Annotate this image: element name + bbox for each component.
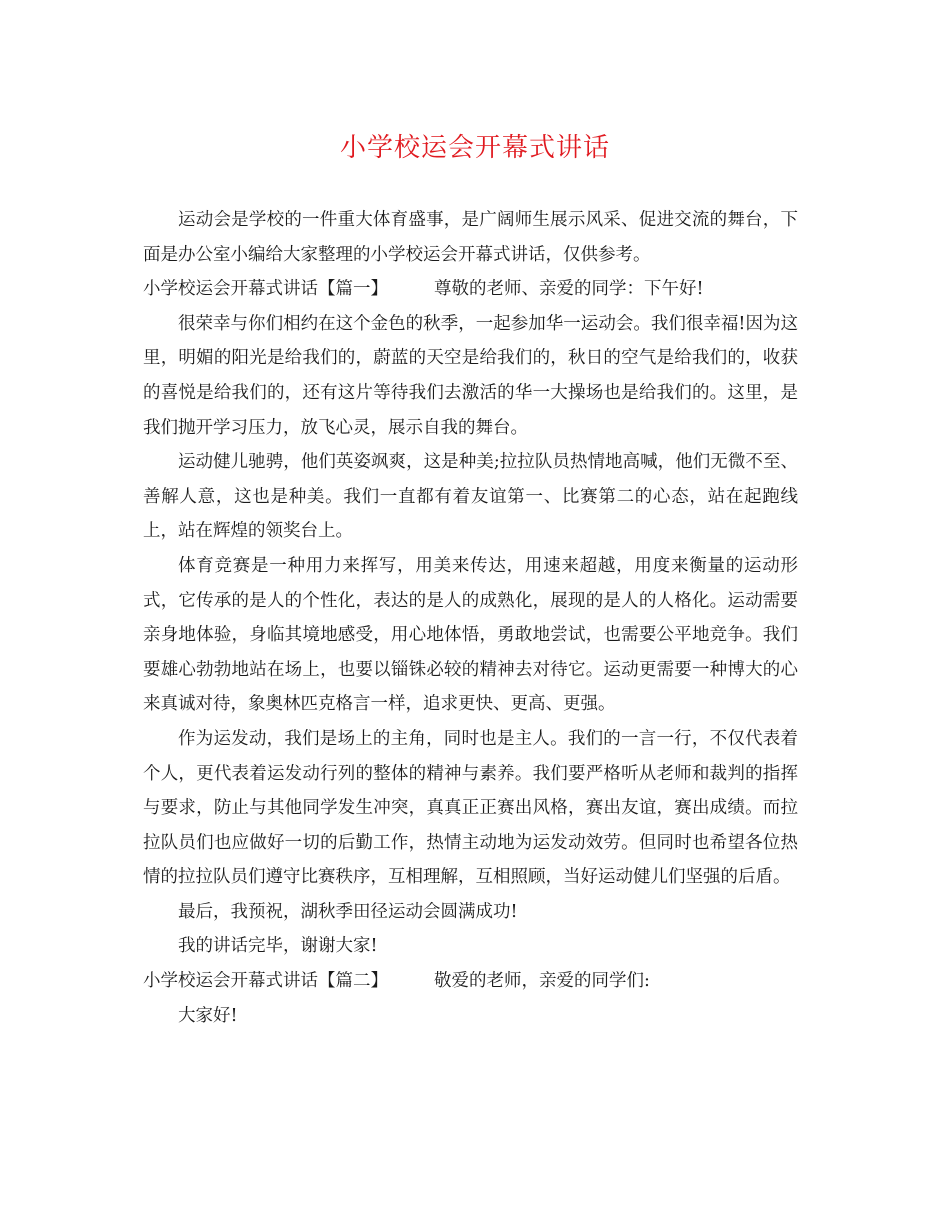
section-label: 小学校运会开幕式讲话【篇一】 xyxy=(143,279,388,300)
section-greeting: 尊敬的老师、亲爱的同学：下午好! xyxy=(434,279,704,300)
body-paragraph: 我的讲话完毕，谢谢大家! xyxy=(178,936,378,957)
body-paragraph: 最后，我预祝，湖秋季田径运动会圆满成功! xyxy=(178,901,518,922)
section-greeting: 敬爱的老师，亲爱的同学们: xyxy=(434,971,650,992)
body-paragraph: 体育竞赛是一种用力来挥写，用美来传达，用速来超越，用度来衡量的运动形式，它传承的是人的个性化，表达的是人的成熟化，展现的是人的人格化。运动需要亲身地体验，身临其境地感受，用心地体悟，勇敢地尝试，也需要公平地竞争。我们要雄心勃勃地站在场上，也要以锱铢必较的精神去对待它。运动更需要一种博大的心来真诚对待，象奥林匹克格言一样，追求更快、更高、更强。 xyxy=(143,555,798,715)
section-label: 小学校运会开幕式讲话【篇二】 xyxy=(143,971,388,992)
body-paragraph: 作为运发动，我们是场上的主角，同时也是主人。我们的一言一行，不仅代表着个人，更代表着运发动行列的整体的精神与素养。我们要严格听从老师和裁判的指挥与要求，防止与其他同学发生冲突，真真正正赛出风格，赛出友谊，赛出成绩。而拉拉队员们也应做好一切的后勤工作，热情主动地为运发动效劳。但同时也希望各位热情的拉拉队员们遵守比赛秩序，互相理解，互相照顾，当好运动健儿们坚强的后盾。 xyxy=(143,728,798,888)
document-title: 小学校运会开幕式讲话 xyxy=(339,133,610,163)
section-heading-1 xyxy=(143,272,798,307)
body-paragraph: 大家好! xyxy=(178,1005,238,1026)
document-body xyxy=(143,203,798,1033)
body-paragraph: 运动健儿驰骋，他们英姿飒爽，这是种美;拉拉队员热情地高喊，他们无微不至、善解人意，这也是种美。我们一直都有着友谊第一、比赛第二的心态，站在起跑线上，站在辉煌的领奖台上。 xyxy=(143,452,798,542)
body-paragraph: 很荣幸与你们相约在这个金色的秋季，一起参加华一运动会。我们很幸福!因为这里，明媚的阳光是给我们的，蔚蓝的天空是给我们的，秋日的空气是给我们的，收获的喜悦是给我们的，还有这片等待我们去激活的华一大操场也是给我们的。这里，是我们抛开学习压力，放飞心灵，展示自我的舞台。 xyxy=(143,313,798,438)
intro-paragraph: 运动会是学校的一件重大体育盛事，是广阔师生展示风采、促进交流的舞台，下面是办公室小编给大家整理的小学校运会开幕式讲话，仅供参考。 xyxy=(143,210,798,265)
section-heading-2 xyxy=(143,964,798,999)
